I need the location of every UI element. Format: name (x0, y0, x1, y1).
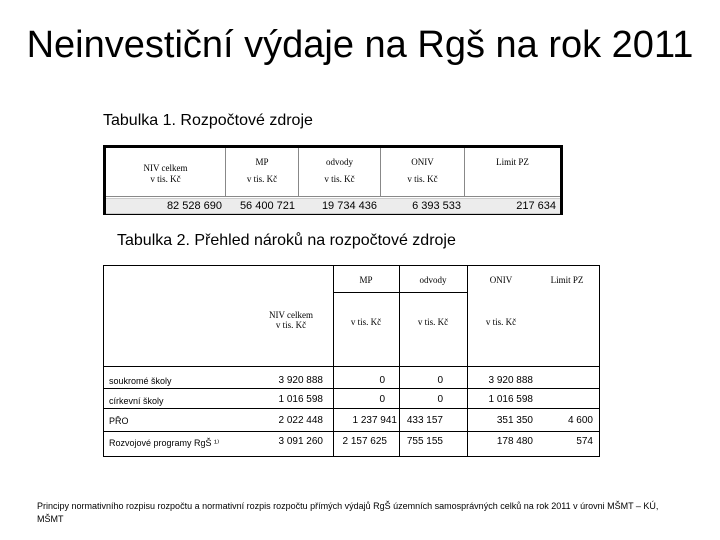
table2-cell-oniv: 3 920 888 (488, 375, 533, 386)
table2-row-label: církevní školy (109, 396, 164, 406)
claims-table (103, 265, 600, 457)
table2-cell-oniv: 178 480 (496, 436, 533, 447)
table1-header-odvody: odvody v tis. Kč (299, 148, 381, 196)
footer-source-note: Principy normativního rozpisu rozpočtu a normativní rozpis rozpočtu přímých výdajů RgŠ územních samosprávných celků na rok 2011 v úrovni MŠMT – KÚ, MŠMT (37, 501, 659, 524)
table2-cell-niv: 1 016 598 (278, 394, 323, 405)
table2-cell-oniv: 1 016 598 (488, 394, 533, 405)
table1-value-odvody: 19 734 436 (321, 200, 377, 212)
table2-cell-mp: 1 237 941 (352, 415, 397, 426)
table1-value-oniv: 6 393 533 (412, 200, 461, 212)
table2-cell-niv: 3 920 888 (278, 375, 323, 386)
table2-cell-niv: 3 091 260 (278, 436, 323, 447)
table2-cell-odvody: 0 (437, 375, 443, 386)
table2-row-label: soukromé školy (109, 376, 172, 386)
table2-cell-mp: 2 157 625 (342, 436, 387, 447)
table2-grid (103, 265, 600, 457)
table2-header-odvody-unit: v tis. Kč (417, 317, 449, 327)
table2-cell-niv: 2 022 448 (278, 415, 323, 426)
table2-row-label: PŘO (109, 416, 129, 426)
table2-cell-mp: 0 (379, 394, 385, 405)
budget-sources-table (103, 145, 563, 215)
table1-value-mp: 56 400 721 (239, 200, 295, 212)
table1-header-row (106, 148, 560, 197)
table2-header-oniv: ONIV (489, 275, 513, 285)
table2-cell-limit: 574 (576, 436, 593, 447)
table2-header-limit: Limit PZ (550, 275, 584, 285)
table1-header-niv: NIV celkem v tis. Kč (106, 148, 226, 196)
table1-value-limit: 217 634 (516, 200, 556, 212)
table1-header-oniv: ONIV v tis. Kč (381, 148, 465, 196)
table2-header-mp: MP (359, 275, 373, 285)
table2-cell-odvody: 433 157 (406, 415, 443, 426)
table1-values-row (106, 198, 560, 214)
table1-header-mp: MP v tis. Kč (226, 148, 299, 196)
table2-cell-odvody: 0 (437, 394, 443, 405)
table1-value-niv: 82 528 690 (166, 200, 222, 212)
table2-header-odvody: odvody (419, 275, 447, 285)
table2-cell-oniv: 351 350 (496, 415, 533, 426)
table2-header-oniv-unit: v tis. Kč (485, 317, 517, 327)
slide-title: Neinvestiční výdaje na Rgš na rok 2011 (26, 24, 694, 66)
table2-cell-odvody: 755 155 (406, 436, 443, 447)
table2-cell-mp: 0 (379, 375, 385, 386)
table2-row-label: Rozvojové programy RgŠ ¹⁾ (109, 438, 220, 448)
table1-header-limit: Limit PZ (496, 157, 529, 167)
table2-header-niv: NIV celkem v tis. Kč (268, 310, 314, 330)
table1-caption: Tabulka 1. Rozpočtové zdroje (103, 112, 313, 129)
table2-header-mp-unit: v tis. Kč (350, 317, 382, 327)
table2-caption: Tabulka 2. Přehled nároků na rozpočtové zdroje (117, 232, 456, 249)
table2-cell-limit: 4 600 (567, 415, 593, 426)
